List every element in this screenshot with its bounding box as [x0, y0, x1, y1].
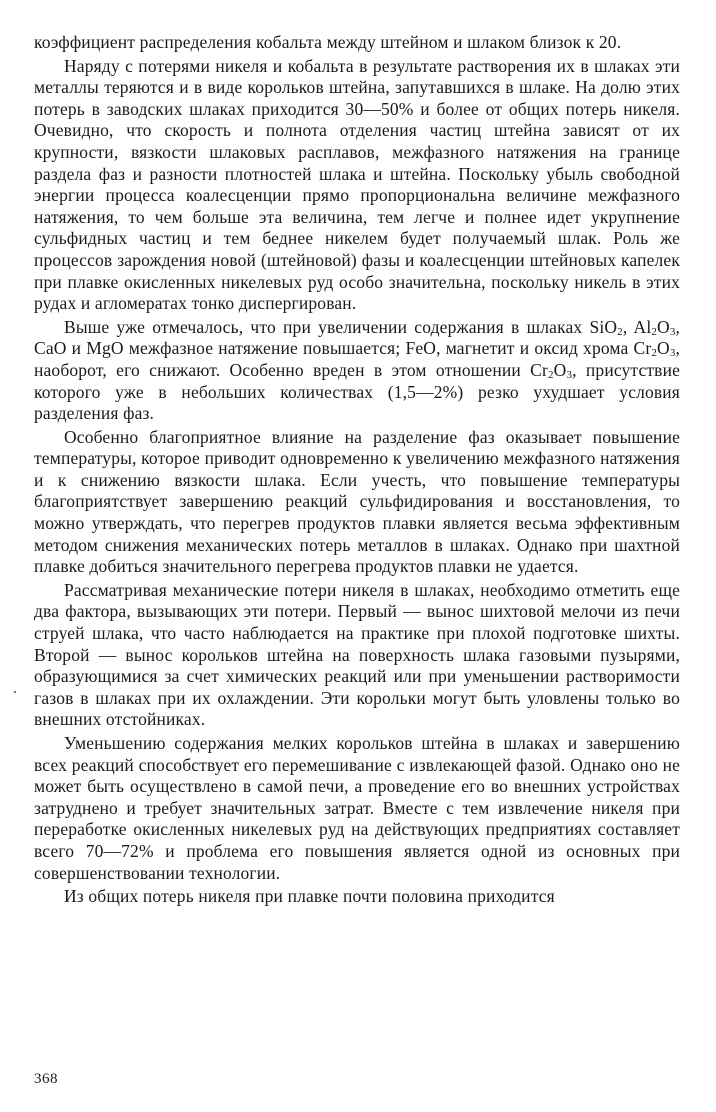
document-page	[34, 32, 680, 908]
paragraph-two-factors: Рассматривая механические потери никеля в шлаках, необходимо отметить еще два фактора, вызывающих эти потери. Первый — вынос шихтовой мелочи из печи струей шлака, что часто наблюдается на практике при плохой подготовке шихты. Второй — вынос корольков штейна на поверхность шлака газовыми пузырями, образующимися за счет химических реакций или при уменьшении растворимости газов в шлаках при их охлаждении. Эти корольки могут быть уловлены только во внешних отстойниках.	[34, 579, 680, 730]
paragraph-mechanical-losses: Наряду с потерями никеля и кобальта в результате растворения их в шлаках эти металлы теряются и в виде корольков штейна, запутавшихся в шлаке. На долю этих потерь в заводских шлаках приходится 30—50% и более от общих потерь никеля. Очевидно, что скорость и полнота отделения частиц штейна зависят от их крупности, вязкости шлаковых расплавов, межфазного натяжения на границе раздела фаз и разности плотностей шлака и штейна. Поскольку убыль свободной энергии процесса коалесценции прямо пропорциональна величине межфазного натяжения, то чем больше эта величина, тем легче и полнее идет укрупнение сульфидных частиц и тем беднее никелем будет получаемый шлак. Роль же процессов зарождения новой (штейновой) фазы и коалесценции штейновых капелек при плавке окисленных никелевых руд особо значительна, поскольку никель в этих рудах и агломератах тонко диспергирован.	[34, 55, 680, 314]
page-number: 368	[34, 1071, 58, 1087]
paragraph-mixing: Уменьшению содержания мелких корольков штейна в шлаках и завершению всех реакций способствует его перемешивание с извлекающей фазой. Однако оно не может быть осуществлено в самой печи, а проведение его во внешних устройствах затруднено и требует значительных затрат. Вместе с тем извлечение никеля при переработке окисленных никелевых руд на действующих предприятиях составляет всего 70—72% и проблема его повышения является одной из основных при совершенствовании технологии.	[34, 733, 680, 883]
scan-speck	[14, 691, 16, 693]
paragraph-continued: коэффициент распределения кобальта между штейном и шлаком близок к 20.	[34, 32, 622, 52]
paragraph-general-losses: Из общих потерь никеля при плавке почти половина приходится	[64, 886, 555, 907]
paragraph-temperature: Особенно благоприятное влияние на разделение фаз оказывает повышение температуры, которое приводит одновременно к увеличению межфазного натяжения и к снижению вязкости шлака. Если учесть, что повышение температуры благоприятствует завершению реакций сульфидирования и восстановления, то можно утверждать, что перегрев продуктов плавки является весьма эффективным методом снижения механических потерь металлов в шлаках. Однако при шахтной плавке добиться значительного перегрева продуктов плавки не удается.	[34, 426, 680, 577]
paragraph-interfacial-tension: Выше уже отмечалось, что при увеличении содержания в шлаках SiO$_2$, $Al_2O_3$, CaO и MgO межфазное натяжение повышается; FeO, магнетит и оксид хрома $Cr_2O_3$, наоборот, его снижают. Особенно вреден в этом отношении $Cr_2O_3$, присутствие которого уже в небольших количествах (1,5—2%) резко ухудшает условия разделения фаз.	[34, 316, 681, 424]
